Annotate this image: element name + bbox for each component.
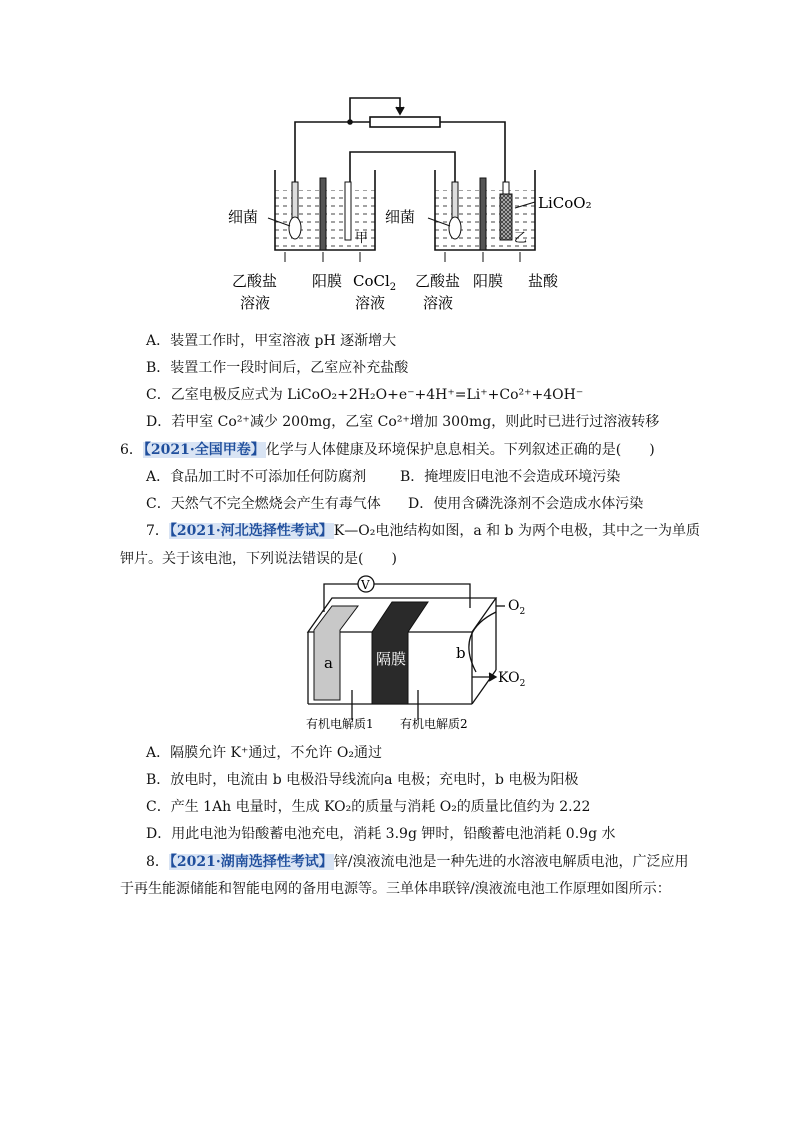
label-bacteria-left: 细菌 — [228, 208, 259, 226]
q7-number: 7． — [146, 523, 169, 539]
q8-question-part1: 锌/溴液流电池是一种先进的水溶液电解质电池，广泛应用 — [333, 854, 689, 870]
q8-stem-line2: 于再生能源储能和智能电网的备用电源等。三单体串联锌/溴液流电池工作原理如图所示： — [120, 881, 671, 897]
electrode-a — [314, 606, 358, 700]
q6-option-d: D．使用含磷洗涤剂不会造成水体污染 — [408, 496, 644, 512]
label-hcl: 盐酸 — [528, 272, 559, 290]
figure-electrochem-cells — [210, 90, 610, 330]
label-organic-electrolyte-1: 有机电解质1 — [306, 717, 374, 731]
label-organic-electrolyte-2: 有机电解质2 — [400, 717, 468, 731]
label-o2: $O_2$ — [508, 598, 526, 617]
q6-number: 6． — [120, 442, 143, 458]
q7-stem-line2: 钾片。关于该电池，下列说法错误的是( ) — [120, 551, 397, 567]
label-cocl2: CoCl$_2$ 溶液 — [353, 272, 397, 312]
label-electrode-b: b — [456, 644, 466, 662]
q5-option-a: A．装置工作时，甲室溶液 pH 逐渐增大 — [146, 333, 397, 349]
label-licoo2: LiCoO₂ — [538, 194, 592, 212]
q5-option-c: C．乙室电极反应式为 LiCoO₂+2H₂O+e⁻+4H⁺=Li⁺+Co²⁺+4OH⁻ — [146, 387, 584, 403]
q8-source-tag: 【2021·湖南选择性考试】 — [169, 854, 333, 870]
q5-option-b: B．装置工作一段时间后，乙室应补充盐酸 — [146, 360, 409, 376]
q6-option-a: A．食品加工时不可添加任何防腐剂 — [146, 469, 367, 485]
q6-question: 化学与人体健康及环境保护息息相关。下列叙述正确的是( ) — [265, 442, 655, 458]
q6-option-c: C．天然气不完全燃烧会产生有毒气体 — [146, 496, 381, 512]
external-circuit — [295, 98, 505, 182]
label-yi: 乙 — [514, 231, 528, 246]
q7-source-tag: 【2021·河北选择性考试】 — [169, 523, 333, 539]
label-ko2: $KO_2$ — [498, 670, 526, 689]
q6-source-tag: 【2021·全国甲卷】 — [143, 442, 265, 458]
q8-number: 8． — [146, 854, 169, 870]
label-membrane-left: 阳膜 — [312, 272, 343, 290]
label-voltmeter: V — [361, 578, 370, 592]
q7-option-d: D．用此电池为铅酸蓄电池充电，消耗 3.9g 钾时，铅酸蓄电池消耗 0.9g 水 — [146, 826, 616, 842]
label-acetate-right: 乙酸盐溶液 — [415, 272, 461, 312]
label-jia: 甲 — [355, 231, 369, 246]
label-bacteria-right: 细菌 — [385, 208, 416, 226]
q7-option-a: A．隔膜允许 K⁺通过，不允许 O₂通过 — [146, 745, 382, 761]
q8-stem-line1 — [146, 852, 688, 872]
q7-question-part1: K—O₂电池结构如图，a 和 b 为两个电极，其中之一为单质 — [333, 523, 700, 539]
q7-stem-line1 — [146, 521, 700, 541]
q6-stem — [120, 440, 655, 460]
q7-option-c: C．产生 1Ah 电量时，生成 KO₂的质量与消耗 O₂的质量比值约为 2.22 — [146, 799, 591, 815]
label-membrane: 隔膜 — [376, 650, 407, 668]
figure-k-o2-battery — [300, 572, 540, 732]
label-acetate-left: 乙酸盐溶液 — [232, 272, 278, 312]
label-electrode-a: a — [324, 654, 333, 672]
q6-option-b: B．掩埋废旧电池不会造成环境污染 — [400, 469, 621, 485]
q7-option-b: B．放电时，电流由 b 电极沿导线流向a 电极；充电时，b 电极为阳极 — [146, 772, 579, 788]
label-membrane-right: 阳膜 — [473, 272, 504, 290]
q5-option-d: D．若甲室 Co²⁺减少 200mg，乙室 Co²⁺增加 300mg，则此时已进行过溶液转移 — [146, 414, 660, 430]
